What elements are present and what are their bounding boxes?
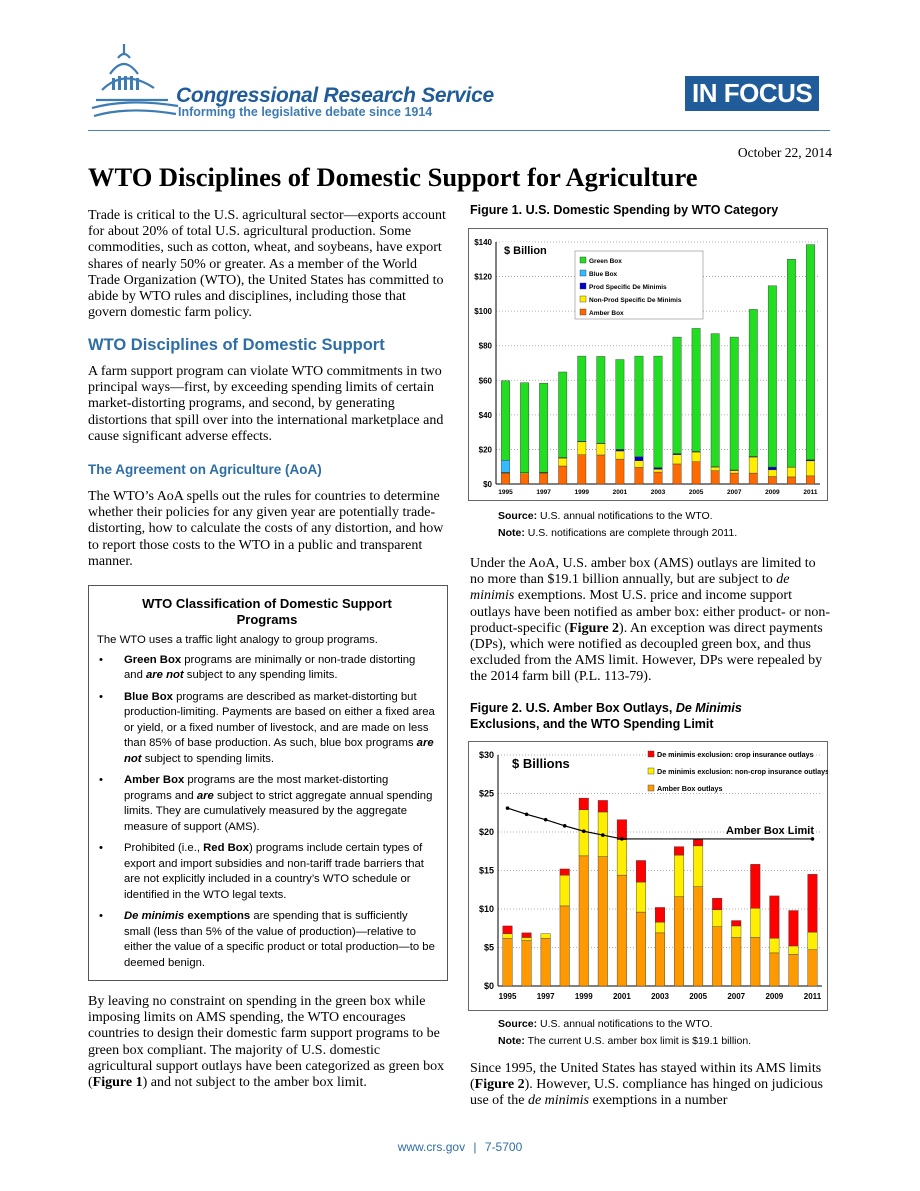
bar-segment	[560, 875, 570, 906]
bar-segment	[751, 864, 761, 908]
x-tick-label: 1995	[498, 992, 517, 1001]
bar-segment	[522, 941, 532, 986]
x-tick-label: 2009	[765, 489, 780, 496]
bar-segment	[768, 467, 776, 470]
bar-segment	[806, 476, 814, 484]
y-tick-label: $5	[483, 942, 494, 953]
bar-segment	[789, 946, 799, 954]
bar-segment	[616, 360, 624, 450]
y-tick-label: $100	[474, 307, 492, 317]
bar-segment	[749, 457, 757, 473]
bullet-icon: •	[99, 842, 103, 854]
bar-segment	[654, 356, 662, 467]
bar-segment	[730, 471, 738, 474]
publication-date: October 22, 2014	[737, 145, 832, 160]
x-tick-label: 2001	[612, 489, 628, 496]
bullet-icon: •	[99, 910, 103, 922]
y-tick-label: $80	[478, 341, 492, 351]
legend-swatch	[580, 309, 586, 315]
bar-segment	[789, 911, 799, 946]
figure-1-notes: Source: U.S. annual notifications to the WTO. Note: U.S. notifications are complete through 2011.	[498, 510, 738, 539]
sidebar-title: WTO Classification of Domestic Support Programs	[142, 596, 392, 627]
legend-swatch	[580, 296, 586, 302]
legend-swatch	[648, 751, 654, 757]
x-tick-label: 1997	[536, 489, 551, 496]
bar-segment	[541, 934, 551, 939]
bar-segment	[578, 455, 586, 484]
x-tick-label: 2011	[803, 489, 818, 496]
bar-segment	[617, 840, 627, 875]
x-tick-label: 2007	[727, 992, 746, 1001]
bar-segment	[559, 458, 567, 466]
bar-segment	[770, 953, 780, 986]
bar-segment	[579, 798, 589, 810]
bar-segment	[806, 461, 814, 476]
legend-label: Green Box	[589, 258, 622, 265]
bar-segment	[730, 473, 738, 484]
bar-segment	[806, 245, 814, 460]
bar-segment	[674, 855, 684, 897]
limit-point	[525, 812, 529, 816]
limit-point	[563, 824, 567, 828]
figure-2-reference[interactable]: Figure 2	[474, 1077, 525, 1093]
bullet-icon: •	[99, 690, 103, 703]
bar-segment	[673, 464, 681, 484]
sidebar-list	[97, 653, 437, 972]
bar-segment	[768, 477, 776, 484]
limit-point	[811, 837, 815, 841]
bar-segment	[655, 933, 665, 986]
classification-sidebar	[88, 585, 448, 981]
limit-point	[544, 818, 548, 822]
bar-segment	[636, 860, 646, 882]
bar-segment	[712, 927, 722, 986]
bar-segment	[712, 910, 722, 927]
y-tick-label: $20	[478, 445, 492, 455]
bar-segment	[655, 922, 665, 933]
sidebar-intro: The WTO uses a traffic light analogy to group programs.	[97, 634, 378, 646]
bar-segment	[501, 460, 509, 472]
figure-1-svg	[468, 228, 828, 501]
footer-code: 7-5700	[484, 1140, 523, 1154]
bar-segment	[560, 869, 570, 875]
amber-box-paragraph: Under the AoA, U.S. amber box (AMS) outlays are limited to no more than $19.1 billion annually, but are subject to de minimis exemptions. Most U.S. price and income support outlays have been notified as amber box: either product- or non-product-specific (Figure 2). An exception was direct payments (DPs), which were notified as decoupled green box, and thus excluded from the AMS limit. However, DPs were repealed by the 2014 farm bill (P.L. 113-79).	[470, 556, 830, 685]
bar-segment	[674, 897, 684, 986]
bar-segment	[635, 457, 643, 461]
bar-segment	[787, 477, 795, 484]
bar-segment	[503, 926, 513, 934]
section-aoa-text: The WTO’s AoA spells out the rules for countries to determine whether their policies for any given year are potentially trade-distorting, how to calculate the costs of any distortion, and how to report those costs to the WTO in a public and transparent manner.	[88, 489, 444, 569]
bar-segment	[711, 334, 719, 467]
figure-1-reference[interactable]: Figure 1	[92, 1075, 143, 1091]
list-item-de-minimis: • De minimis exemptions are spending that is sufficiently small (less than 5% of the value of production)—relative to either the value of a specific product or total production—to be deemed benign.	[99, 910, 435, 969]
bar-segment	[673, 455, 681, 464]
legend-swatch	[580, 257, 586, 263]
bar-segment	[731, 921, 741, 926]
bar-segment	[520, 383, 528, 473]
org-name: Congressional Research Service	[176, 84, 494, 107]
bar-segment	[578, 356, 586, 441]
bar-segment	[655, 907, 665, 922]
bar-segment	[617, 820, 627, 840]
bar-segment	[560, 906, 570, 986]
bar-segment	[787, 467, 795, 477]
y-tick-label: $15	[478, 865, 494, 876]
legend-label: De minimis exclusion: non-crop insurance outlays	[657, 767, 828, 776]
figure-2-notes: Source: U.S. annual notifications to the WTO. Note: The current U.S. amber box limit is $19.1 billion.	[498, 1018, 752, 1047]
bar-segment	[503, 934, 513, 939]
x-tick-label: 1995	[498, 489, 513, 496]
bar-segment	[636, 882, 646, 912]
bullet-icon: •	[99, 653, 103, 666]
intro-paragraph: Trade is critical to the U.S. agricultural sector—exports account for about 20% of total U.S. agricultural production. Some commodities, such as cotton, wheat, and soybeans, have export shares of nearly 50% or greater. As a member of the World Trade Organization (WTO), the United States has committed to abide by WTO rules and disciplines, including those that govern domestic farm policy.	[88, 208, 446, 321]
x-tick-label: 2001	[612, 992, 631, 1001]
y-tick-label: $140	[474, 238, 492, 247]
page-title: WTO Disciplines of Domestic Support for Agriculture	[88, 162, 698, 192]
footer-separator: |	[473, 1140, 477, 1154]
bar-segment	[520, 474, 528, 484]
y-tick-label: $40	[478, 410, 492, 420]
limit-point	[601, 833, 605, 837]
y-tick-label: $30	[478, 750, 494, 760]
org-tagline: Informing the legislative debate since 1914	[178, 105, 433, 119]
bar-segment	[597, 444, 605, 455]
x-tick-label: 2011	[803, 992, 822, 1001]
capitol-dome-icon	[88, 38, 183, 124]
bar-segment	[539, 473, 547, 484]
bar-segment	[808, 932, 818, 950]
figure-2-chart	[468, 741, 828, 1011]
limit-label: Amber Box Limit	[726, 824, 815, 837]
header-rule	[88, 130, 830, 131]
bar-segment	[635, 461, 643, 468]
y-tick-label: $120	[474, 272, 492, 282]
bar-segment	[616, 459, 624, 484]
bar-segment	[749, 309, 757, 456]
bar-segment	[541, 938, 551, 986]
bar-segment	[692, 462, 700, 484]
bar-segment	[579, 856, 589, 986]
bar-segment	[770, 938, 780, 953]
y-tick-label: $0	[483, 981, 494, 991]
closing-right-paragraph: Since 1995, the United States has stayed within its AMS limits (Figure 2). However, U.S. compliance has hinged on judicious use of the de minimis exemptions in a number	[470, 1061, 824, 1109]
figure-2-caption: Figure 2. U.S. Amber Box Outlays, De Minimis Exclusions, and the WTO Spending Limit	[470, 701, 742, 731]
bar-segment	[616, 451, 624, 459]
y-tick-label: $0	[483, 480, 492, 489]
y-tick-label: $60	[478, 376, 492, 386]
list-item-green-box: • Green Box programs are minimally or non-trade distorting and are not subject to any spending limits.	[99, 653, 416, 681]
legend-label: Blue Box	[589, 271, 618, 278]
bar-segment	[712, 898, 722, 910]
unit-label: $ Billion	[504, 245, 547, 257]
bar-segment	[693, 840, 703, 846]
bar-segment	[597, 356, 605, 443]
bar-segment	[673, 337, 681, 454]
bar-segment	[522, 933, 532, 938]
y-tick-label: $10	[478, 904, 494, 914]
bar-segment	[751, 908, 761, 937]
bar-segment	[597, 455, 605, 484]
legend-label: Amber Box	[589, 310, 624, 317]
closing-left-paragraph: By leaving no constraint on spending in the green box while imposing limits on AMS spending, the WTO encourages countries to design their domestic farm support programs to be green box compliant. The majority of U.S. domestic agricultural support outlays have been categorized as green box (Figure 1) and not subject to the amber box limit.	[88, 994, 445, 1091]
list-item-amber-box: • Amber Box programs are the most market-distorting programs and are subject to strict aggregate annual spending limits. They are cumulatively measured by the aggregate measure of support (AMS).	[99, 774, 433, 833]
bar-segment	[731, 926, 741, 938]
bar-segment	[730, 337, 738, 470]
legend-label: Non-Prod Specific De Minimis	[589, 297, 682, 304]
x-tick-label: 1997	[536, 992, 555, 1001]
bar-segment	[674, 847, 684, 855]
in-focus-badge: IN FOCUS	[685, 76, 819, 111]
bar-segment	[522, 937, 532, 940]
bar-segment	[503, 938, 513, 986]
figure-2-svg	[468, 741, 828, 1011]
y-tick-label: $20	[478, 827, 494, 837]
bar-segment	[654, 472, 662, 484]
figure-1-chart	[468, 228, 828, 501]
x-tick-label: 1999	[574, 992, 593, 1001]
bar-segment	[731, 937, 741, 986]
x-tick-label: 2003	[651, 992, 669, 1001]
bar-segment	[636, 912, 646, 986]
section-heading-aoa: The Agreement on Agriculture (AoA)	[88, 462, 322, 477]
unit-label: $ Billions	[512, 756, 570, 771]
limit-point	[582, 829, 586, 833]
bar-segment	[654, 468, 662, 470]
bar-segment	[808, 874, 818, 932]
bar-segment	[692, 452, 700, 462]
bar-segment	[693, 846, 703, 887]
x-tick-label: 2005	[689, 992, 708, 1001]
legend-swatch	[648, 768, 654, 774]
legend-label: Prod Specific De Minimis	[589, 284, 667, 291]
bar-segment	[693, 887, 703, 986]
bar-segment	[768, 286, 776, 467]
bullet-icon: •	[99, 774, 103, 786]
y-tick-label: $25	[478, 788, 494, 799]
list-item-blue-box: • Blue Box programs are described as market-distorting but production-limiting. Payments are based on either a fixed area or yield, or a fixed number of livestock, and are made on less than 85% of base production. As such, blue box programs are not subject to spending limits.	[99, 690, 435, 765]
bar-segment	[598, 857, 608, 986]
figure-2-reference[interactable]: Figure 2	[569, 620, 620, 636]
bar-segment	[789, 954, 799, 986]
bar-segment	[768, 470, 776, 477]
crs-logo	[88, 38, 183, 124]
limit-point	[620, 837, 624, 841]
bar-segment	[635, 356, 643, 457]
x-tick-label: 1999	[574, 489, 589, 496]
bar-segment	[559, 466, 567, 484]
bar-segment	[692, 328, 700, 451]
bar-segment	[578, 442, 586, 455]
footer	[0, 1140, 920, 1154]
legend-swatch	[648, 785, 654, 791]
bar-segment	[559, 372, 567, 458]
bar-segment	[749, 473, 757, 484]
bar-segment	[635, 467, 643, 484]
x-tick-label: 2009	[765, 992, 784, 1001]
bar-segment	[787, 259, 795, 467]
x-tick-label: 2007	[727, 489, 742, 496]
list-item-red-box: • Prohibited (i.e., Red Box) programs include certain types of export and import subsidies and non-tariff trade barriers that are not explicitly included in a country’s WTO schedule or identified in the WTO legal texts.	[99, 842, 424, 901]
legend-label: Amber Box outlays	[657, 784, 723, 793]
bar-segment	[751, 937, 761, 986]
bar-segment	[711, 467, 719, 471]
section-heading-disciplines: WTO Disciplines of Domestic Support	[88, 336, 385, 354]
legend-label: De minimis exclusion: crop insurance outlays	[657, 750, 814, 759]
bar-segment	[539, 383, 547, 472]
bar-segment	[598, 800, 608, 812]
bar-segment	[616, 449, 624, 451]
figure-1-caption: Figure 1. U.S. Domestic Spending by WTO Category	[470, 203, 779, 217]
bar-segment	[501, 381, 509, 461]
bar-segment	[617, 875, 627, 986]
x-tick-label: 2003	[650, 489, 666, 496]
bar-segment	[808, 950, 818, 986]
bar-segment	[711, 471, 719, 484]
bar-segment	[770, 896, 780, 938]
bar-segment	[654, 469, 662, 472]
limit-point	[506, 806, 510, 810]
legend-swatch	[580, 283, 586, 289]
legend-swatch	[580, 270, 586, 276]
bar-segment	[501, 473, 509, 484]
footer-url[interactable]: www.crs.gov	[397, 1140, 466, 1154]
x-tick-label: 2005	[688, 489, 704, 496]
section-disciplines-text: A farm support program can violate WTO commitments in two principal ways—first, by exceeding spending limits of certain market-distorting programs, and second, by generating distortions that spill over into the international marketplace and cause significant adverse effects.	[88, 364, 444, 444]
